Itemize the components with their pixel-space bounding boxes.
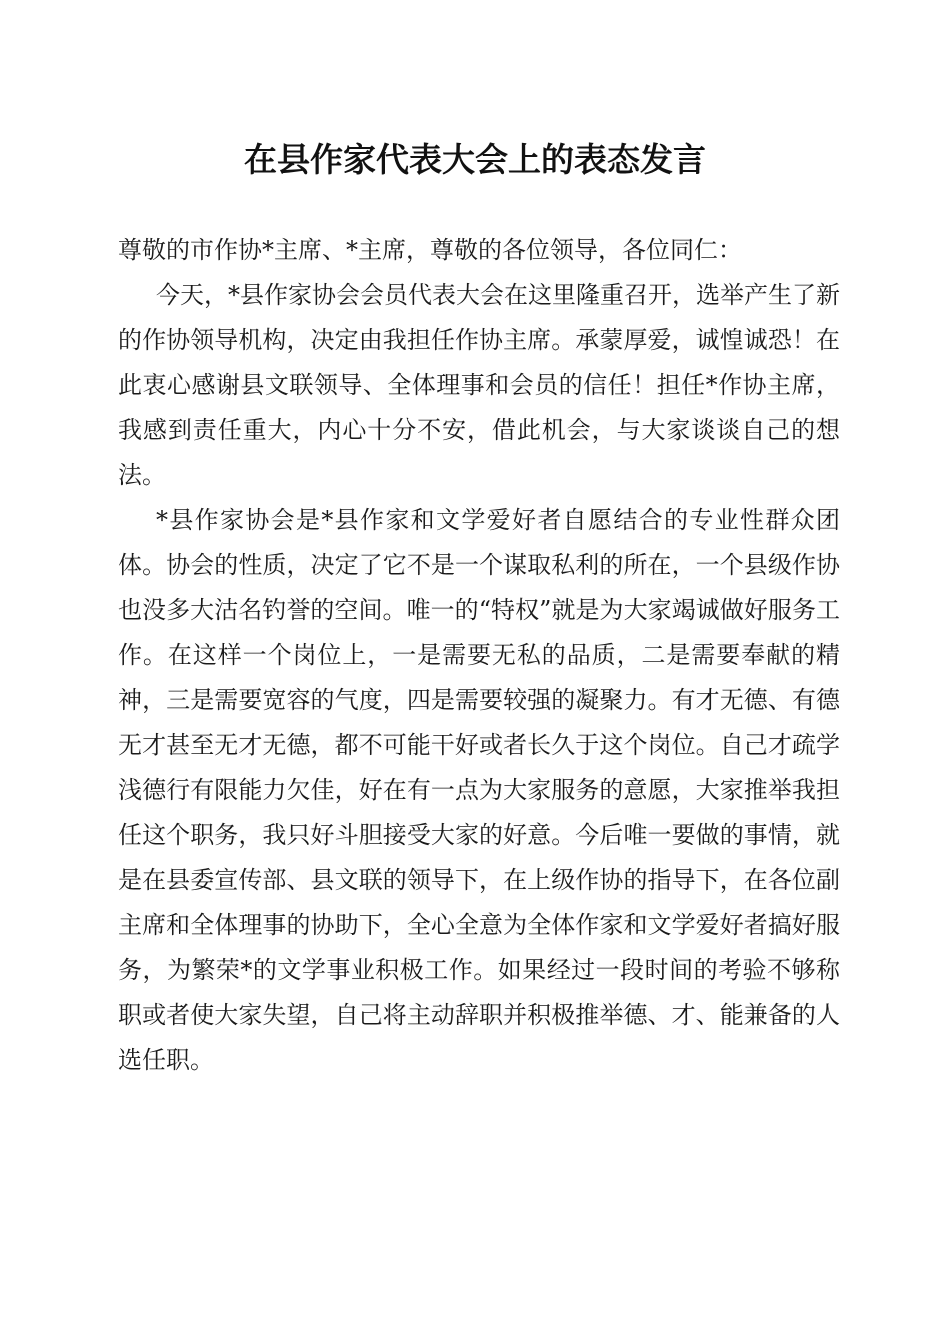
document-title: 在县作家代表大会上的表态发言 <box>244 140 706 179</box>
body-paragraph-2: *县作家协会是*县作家和文学爱好者自愿结合的专业性群众团体。协会的性质，决定了它不是一个谋取私利的所在，一个县级作协也没多大沽名钓誉的空间。唯一的“特权”就是为大家竭诚做好服务工作。在这样一个岗位上，一是需要无私的品质，二是需要奉献的精神，三是需要宽容的气度，四是需要较强的凝聚力。有才无德、有德无才甚至无才无德，都不可能干好或者长久于这个岗位。自己才疏学浅德行有限能力欠佳，好在有一点为大家服务的意愿，大家推举我担任这个职务，我只好斗胆接受大家的好意。今后唯一要做的事情，就是在县委宣传部、县文联的领导下，在上级作协的指导下，在各位副主席和全体理事的协助下，全心全意为全体作家和文学爱好者搞好服务，为繁荣*的文学事业积极工作。如果经过一段时间的考验不够称职或者使大家失望，自己将主动辞职并积极推举德、才、能兼备的人选任职。 <box>118 506 840 1074</box>
body-paragraph-1: 今天，*县作家协会会员代表大会在这里隆重召开，选举产生了新的作协领导机构，决定由我担任作协主席。承蒙厚爱，诚惶诚恐！在此衷心感谢县文联领导、全体理事和会员的信任！担任*作协主席，我感到责任重大，内心十分不安，借此机会，与大家谈谈自己的想法。 <box>118 281 840 489</box>
salutation-line: 尊敬的市作协*主席、*主席，尊敬的各位领导，各位同仁： <box>118 236 742 264</box>
document-body <box>118 228 840 1083</box>
